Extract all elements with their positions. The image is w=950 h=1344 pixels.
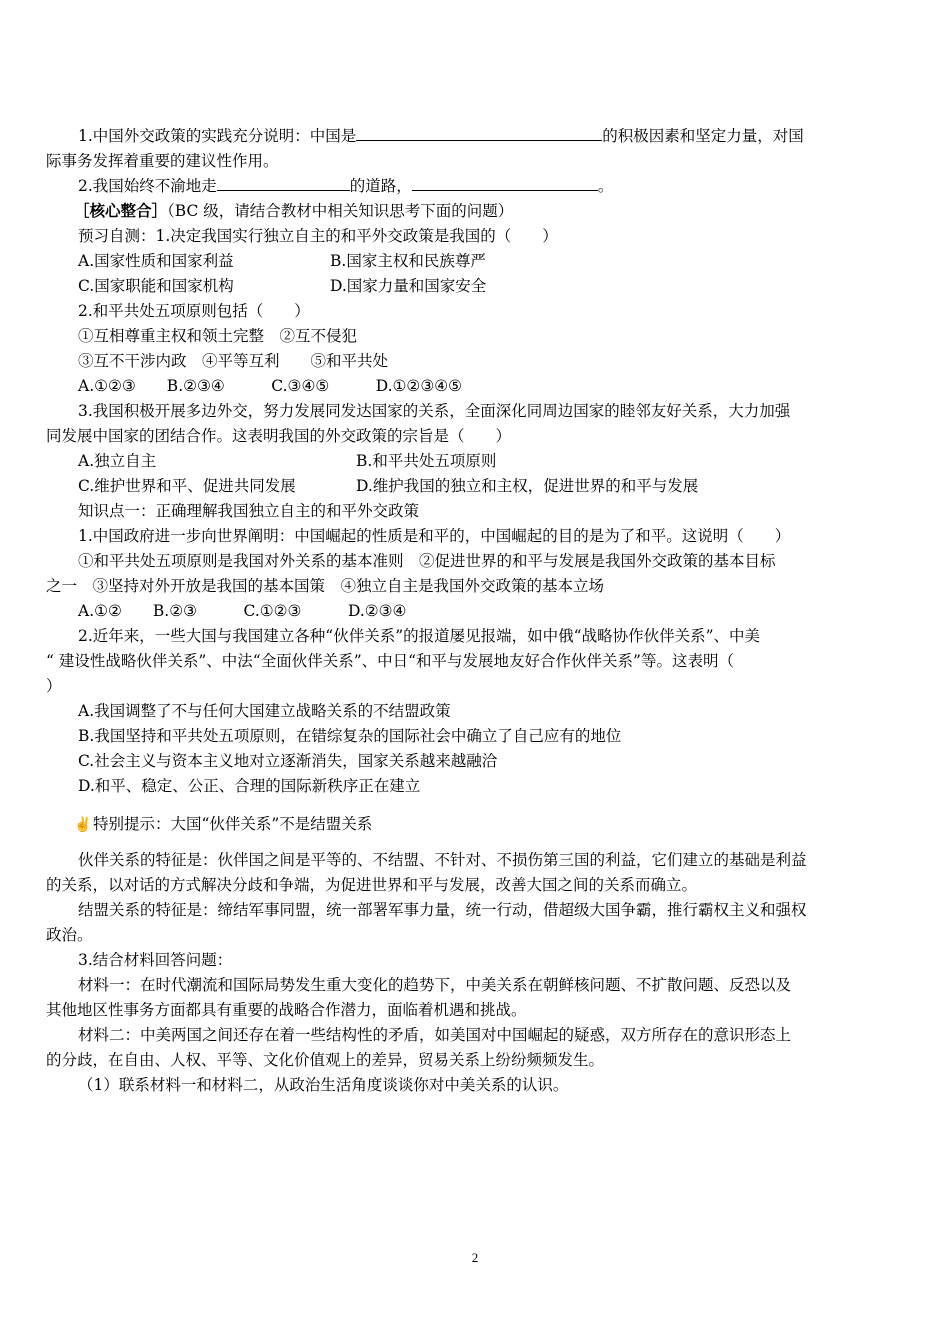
kp-question-2: 2.近年来，一些大国与我国建立各种“伙伴关系”的报道屡见报端，如中俄“战略协作伙伴关系”、中美 <box>78 627 760 645</box>
kp-question-2-close: ） <box>46 677 62 695</box>
option-b: B.国家主权和民族尊严 <box>330 252 486 270</box>
material-1: 材料一：在时代潮流和国际局势发生重大变化的趋势下，中美关系在朝鲜核问题、不扩散问题、反恐以及 <box>78 976 792 994</box>
victory-hand-icon: ✌ <box>74 817 92 833</box>
question-1-line <box>78 126 938 146</box>
statement-list: ①和平共处五项原则是我国对外关系的基本准则 ②促进世界的和平与发展是我国外交政策的基本目标 <box>78 552 776 570</box>
option-b: B.我国坚持和平共处五项原则，在错综复杂的国际社会中确立了自己应有的地位 <box>78 727 622 745</box>
core-label: ［核心整合］ <box>74 201 168 220</box>
question-2-text-end: 。 <box>597 177 614 195</box>
question-1-continuation: 际事务发挥着重要的建议性作用。 <box>46 152 279 170</box>
core-text: （BC 级，请结合教材中相关知识思考下面的问题） <box>167 202 514 220</box>
question-1-text-end: 的积极因素和坚定力量，对国 <box>602 127 804 145</box>
statement-list: 之一 ③坚持对外开放是我国的基本国策 ④独立自主是我国外交政策的基本立场 <box>46 577 605 595</box>
option-row: A.①②③ B.②③④ C.③④⑤ D.①②③④⑤ <box>78 377 463 395</box>
option-row <box>78 476 938 496</box>
tip-paragraph-2: 结盟关系的特征是：缔结军事同盟，统一部署军事力量，统一行动，借超级大国争霸，推行霸权主义和强权 <box>78 901 807 919</box>
option-row <box>78 451 938 471</box>
statement-list: ③互不干涉内政 ④平等互利 ⑤和平共处 <box>78 352 389 370</box>
option-row <box>78 251 938 271</box>
answer-blank[interactable] <box>412 176 598 191</box>
tip-paragraph-2-cont: 政治。 <box>46 926 93 944</box>
option-a: A.我国调整了不与任何大国建立战略关系的不结盟政策 <box>78 702 451 720</box>
option-d: D.国家力量和国家安全 <box>330 277 487 295</box>
question-2-line <box>78 176 938 196</box>
question-2-text-mid: 的道路， <box>349 177 412 195</box>
question-2-text: 2.我国始终不渝地走 <box>78 177 217 195</box>
material-2-cont: 的分歧，在自由、人权、平等、文化价值观上的差异，贸易关系上纷纷频频发生。 <box>46 1051 605 1069</box>
kp-question-2-cont: “ 建设性战略伙伴关系”、中法“全面伙伴关系”、中日“和平与发展地友好合作伙伴关系”等。这表明（ <box>46 652 734 670</box>
option-d: D.维护我国的独立和主权，促进世界的和平与发展 <box>356 477 699 495</box>
special-tip-title: 特别提示：大国“伙伴关系”不是结盟关系 <box>92 815 373 833</box>
option-row: A.①② B.②③ C.①②③ D.②③④ <box>78 602 407 620</box>
option-c: C.维护世界和平、促进共同发展 <box>78 477 296 495</box>
option-b: B.和平共处五项原则 <box>356 452 497 470</box>
preview-question-3-cont: 同发展中国家的团结合作。这表明我国的外交政策的宗旨是（ ） <box>46 427 512 445</box>
tip-paragraph-1-cont: 的关系，以对话的方式解决分歧和争端，为促进世界和平与发展，改善大国之间的关系而确立。 <box>46 876 698 894</box>
option-d: D.和平、稳定、公正、合理的国际新秩序正在建立 <box>78 777 421 795</box>
knowledge-point-title: 知识点一：正确理解我国独立自主的和平外交政策 <box>78 502 420 520</box>
option-c: C.国家职能和国家机构 <box>78 277 234 295</box>
sub-question-1: （1）联系材料一和材料二，从政治生活角度谈谈你对中美关系的认识。 <box>78 1076 569 1094</box>
material-question-title: 3.结合材料回答问题： <box>78 951 233 969</box>
preview-question-3: 3.我国积极开展多边外交，努力发展同发达国家的关系，全面深化同周边国家的睦邻友好关系，大力加强 <box>78 402 791 420</box>
preview-question-1: 预习自测：1.决定我国实行独立自主的和平外交政策是我国的（ ） <box>78 227 558 245</box>
statement-list: ①互相尊重主权和领土完整 ②互不侵犯 <box>78 327 358 345</box>
material-2: 材料二：中美两国之间还存在着一些结构性的矛盾，如美国对中国崛起的疑惑，双方所存在的意识形态上 <box>78 1026 792 1044</box>
option-c: C.社会主义与资本主义地对立逐渐消失，国家关系越来越融洽 <box>78 752 498 770</box>
answer-blank[interactable] <box>217 176 350 191</box>
special-tip-heading <box>74 814 934 835</box>
option-row <box>78 276 938 296</box>
answer-blank[interactable] <box>356 126 602 141</box>
page-number: 2 <box>471 1250 479 1265</box>
option-a: A.独立自主 <box>78 452 157 470</box>
tip-paragraph-1: 伙伴关系的特征是：伙伴国之间是平等的、不结盟、不针对、不损伤第三国的利益，它们建立的基础是利益 <box>78 851 807 869</box>
preview-question-2: 2.和平共处五项原则包括（ ） <box>78 302 310 320</box>
option-a: A.国家性质和国家利益 <box>78 252 234 270</box>
material-1-cont: 其他地区性事务方面都具有重要的战略合作潜力，面临着机遇和挑战。 <box>46 1001 527 1019</box>
kp-question-1: 1.中国政府进一步向世界阐明：中国崛起的性质是和平的，中国崛起的目的是为了和平。这说明（ ） <box>78 527 791 545</box>
question-1-text: 1.中国外交政策的实践充分说明：中国是 <box>78 127 357 145</box>
core-integration-heading <box>74 201 934 221</box>
